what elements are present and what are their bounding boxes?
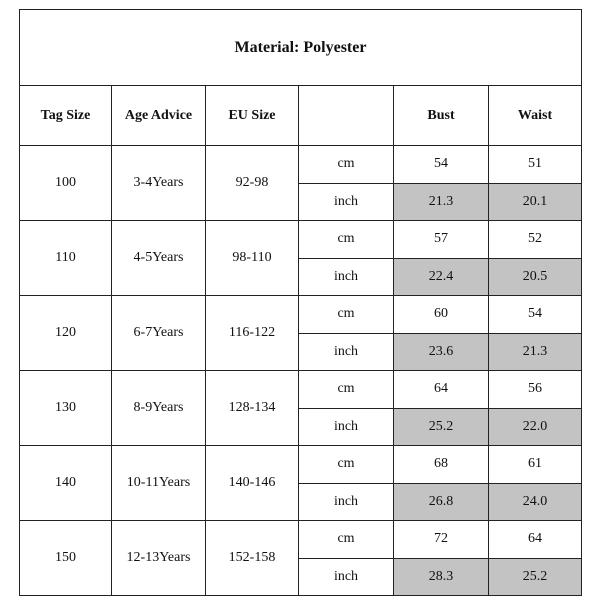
table-row — [20, 371, 582, 409]
age-advice-cell: 6-7Years — [112, 296, 206, 371]
eu-size-cell: 92-98 — [206, 146, 299, 221]
age-advice-cell: 4-5Years — [112, 221, 206, 296]
waist-inch-cell: 21.3 — [489, 333, 582, 371]
unit-inch-cell: inch — [299, 258, 394, 296]
eu-size-cell: 116-122 — [206, 296, 299, 371]
bust-inch-cell: 26.8 — [394, 483, 489, 521]
waist-cm-cell: 52 — [489, 221, 582, 259]
age-advice-cell: 8-9Years — [112, 371, 206, 446]
header-age-advice: Age Advice — [112, 86, 206, 146]
waist-inch-cell: 24.0 — [489, 483, 582, 521]
unit-cm-cell: cm — [299, 221, 394, 259]
table-row — [20, 296, 582, 334]
bust-inch-cell: 25.2 — [394, 408, 489, 446]
waist-inch-cell: 20.5 — [489, 258, 582, 296]
unit-cm-cell: cm — [299, 521, 394, 559]
title-row — [20, 10, 582, 86]
waist-inch-cell: 25.2 — [489, 558, 582, 596]
age-advice-cell: 12-13Years — [112, 521, 206, 596]
bust-inch-cell: 21.3 — [394, 183, 489, 221]
table-row — [20, 146, 582, 184]
eu-size-cell: 140-146 — [206, 446, 299, 521]
tag-size-cell: 140 — [20, 446, 112, 521]
bust-cm-cell: 68 — [394, 446, 489, 484]
table-row — [20, 446, 582, 484]
waist-inch-cell: 20.1 — [489, 183, 582, 221]
unit-inch-cell: inch — [299, 558, 394, 596]
bust-cm-cell: 64 — [394, 371, 489, 409]
unit-cm-cell: cm — [299, 296, 394, 334]
size-chart — [19, 9, 581, 596]
eu-size-cell: 98-110 — [206, 221, 299, 296]
size-table — [19, 9, 582, 596]
tag-size-cell: 100 — [20, 146, 112, 221]
unit-cm-cell: cm — [299, 146, 394, 184]
bust-cm-cell: 54 — [394, 146, 489, 184]
waist-cm-cell: 56 — [489, 371, 582, 409]
unit-inch-cell: inch — [299, 333, 394, 371]
header-eu-size: EU Size — [206, 86, 299, 146]
unit-inch-cell: inch — [299, 483, 394, 521]
header-row — [20, 86, 582, 146]
waist-cm-cell: 54 — [489, 296, 582, 334]
waist-cm-cell: 61 — [489, 446, 582, 484]
table-title: Material: Polyester — [20, 10, 582, 86]
age-advice-cell: 10-11Years — [112, 446, 206, 521]
waist-cm-cell: 64 — [489, 521, 582, 559]
bust-cm-cell: 60 — [394, 296, 489, 334]
tag-size-cell: 130 — [20, 371, 112, 446]
bust-cm-cell: 57 — [394, 221, 489, 259]
tag-size-cell: 110 — [20, 221, 112, 296]
unit-inch-cell: inch — [299, 408, 394, 446]
bust-inch-cell: 23.6 — [394, 333, 489, 371]
bust-cm-cell: 72 — [394, 521, 489, 559]
age-advice-cell: 3-4Years — [112, 146, 206, 221]
header-unit — [299, 86, 394, 146]
header-bust: Bust — [394, 86, 489, 146]
unit-inch-cell: inch — [299, 183, 394, 221]
header-waist: Waist — [489, 86, 582, 146]
waist-cm-cell: 51 — [489, 146, 582, 184]
waist-inch-cell: 22.0 — [489, 408, 582, 446]
bust-inch-cell: 22.4 — [394, 258, 489, 296]
bust-inch-cell: 28.3 — [394, 558, 489, 596]
unit-cm-cell: cm — [299, 371, 394, 409]
eu-size-cell: 128-134 — [206, 371, 299, 446]
tag-size-cell: 120 — [20, 296, 112, 371]
eu-size-cell: 152-158 — [206, 521, 299, 596]
table-row — [20, 521, 582, 559]
tag-size-cell: 150 — [20, 521, 112, 596]
unit-cm-cell: cm — [299, 446, 394, 484]
header-tag-size: Tag Size — [20, 86, 112, 146]
table-row — [20, 221, 582, 259]
